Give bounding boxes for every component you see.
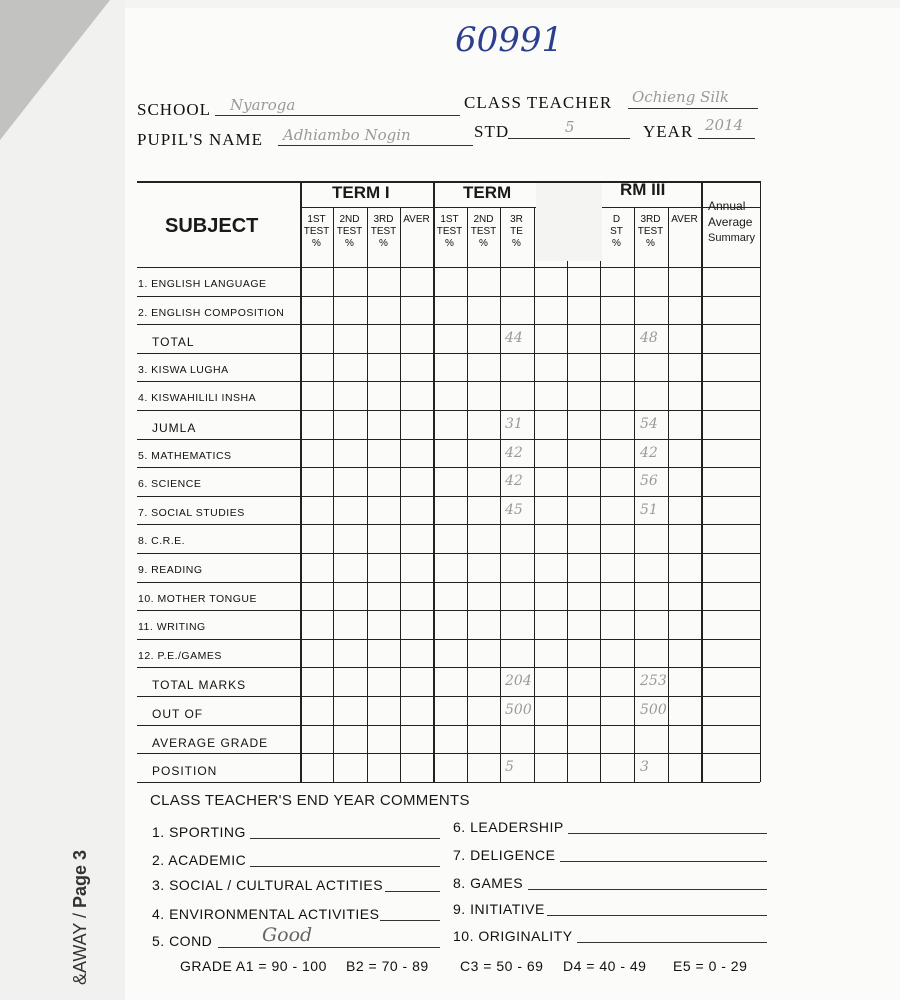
table-row-line — [137, 324, 760, 325]
comment-right-line — [547, 915, 767, 916]
class-teacher-label: CLASS TEACHER — [464, 93, 613, 112]
comment-left-label: 1. SPORTING — [152, 824, 246, 840]
table-column-line — [400, 207, 401, 782]
t3-col-header — [668, 214, 701, 226]
t1-col-header-line: TEST — [336, 226, 363, 237]
comment-left-label: 4. ENVIRONMENTAL ACTIVITIES — [152, 906, 380, 922]
subject-row-label: 4. KISWAHILILI INSHA — [138, 392, 257, 405]
pupil-name-label: PUPIL'S NAME — [137, 130, 264, 149]
comment-left-label: 3. SOCIAL / CULTURAL ACTITIES — [152, 877, 384, 893]
table-column-line — [367, 207, 368, 782]
t2-col-header-line: % — [479, 238, 488, 249]
school-underline — [215, 115, 460, 116]
subject-row-label: 10. MOTHER TONGUE — [138, 592, 257, 605]
comment-left-label: 5. COND — [152, 933, 213, 949]
year-underline — [698, 138, 755, 139]
cond-value: Good — [262, 924, 313, 946]
t1-col-header-line: 3RD — [373, 214, 394, 225]
comment-right-label: 10. ORIGINALITY — [453, 928, 573, 944]
table-column-line — [701, 181, 703, 782]
subject-row-label: 12. P.E./GAMES — [138, 649, 222, 662]
term3-3rd-test-value: 56 — [640, 473, 658, 490]
t1-col-header-line: 1ST — [307, 214, 326, 225]
table-column-line — [760, 181, 761, 782]
left-margin-strip — [0, 0, 125, 1000]
comment-right-line — [528, 889, 767, 890]
subject-row-label: 1. ENGLISH LANGUAGE — [138, 278, 267, 290]
table-row-line — [137, 467, 760, 468]
term3-3rd-test-value: 253 — [640, 673, 667, 690]
t1-col-header-line: % — [312, 238, 321, 249]
grade-e5: E5 = 0 - 29 — [673, 958, 748, 974]
t3-col-header-line: 3RD — [640, 214, 661, 225]
table-row-line — [137, 496, 760, 497]
term3-3rd-test-value: 42 — [640, 444, 658, 461]
table-row-line — [137, 524, 760, 525]
t1-col-header — [300, 214, 333, 250]
table-column-line — [433, 181, 435, 782]
comment-right-line — [568, 833, 767, 834]
t3-col-header — [634, 214, 667, 250]
t2-col-header-line: 3R — [510, 214, 523, 225]
annual-line-3: Summary — [708, 232, 756, 244]
term2-header: TERM — [463, 183, 512, 202]
table-row-line — [137, 267, 760, 268]
grade-b2: B2 = 70 - 89 — [346, 958, 429, 974]
comment-left-line — [250, 838, 440, 839]
subject-header: SUBJECT — [165, 215, 259, 237]
term2-3rd-test-value: 500 — [505, 702, 532, 718]
comment-left-line — [218, 947, 440, 948]
t1-col-header — [333, 214, 366, 250]
table-row-line — [137, 296, 760, 297]
term2-3rd-test-value: 42 — [505, 473, 523, 490]
std-value: 5 — [565, 118, 575, 136]
grade-c3: C3 = 50 - 69 — [460, 958, 544, 974]
std-label: STD — [474, 122, 510, 141]
t2-col-header-line: TEST — [470, 226, 497, 237]
term3-3rd-test-value: 51 — [640, 501, 658, 518]
table-column-line — [567, 181, 568, 782]
annual-line-2: Average — [708, 215, 753, 229]
subject-row-label: 6. SCIENCE — [138, 478, 202, 491]
grade-a1: GRADE A1 = 90 - 100 — [180, 958, 327, 974]
comment-left-label: 2. ACADEMIC — [152, 852, 247, 868]
term3-3rd-test-value: 500 — [640, 702, 667, 718]
comment-left-line — [380, 920, 440, 921]
comment-right-label: 8. GAMES — [453, 875, 524, 891]
subject-row-label: TOTAL MARKS — [152, 678, 247, 693]
table-column-line — [300, 181, 302, 782]
subject-row-label: AVERAGE GRADE — [152, 735, 269, 750]
class-teacher-value: Ochieng Silk — [632, 88, 730, 106]
term-subheader-line — [300, 207, 760, 208]
pupil-name-underline — [278, 145, 473, 146]
subject-row-label: 9. READING — [138, 564, 203, 576]
subject-row-label: 7. SOCIAL STUDIES — [138, 506, 245, 519]
comments-title: CLASS TEACHER'S END YEAR COMMENTS — [150, 792, 470, 809]
table-row-line — [137, 553, 760, 554]
term3-3rd-test-value: 54 — [640, 416, 658, 432]
table-column-line — [467, 207, 468, 782]
subject-row-label: TOTAL — [152, 335, 195, 350]
t3-col-header-line: % — [646, 238, 655, 249]
pupil-name-value: Adhiambo Nogin — [283, 126, 411, 144]
term2-3rd-test-value: 44 — [505, 330, 523, 347]
table-column-line — [600, 207, 601, 782]
subject-row-label: 11. WRITING — [138, 621, 206, 634]
t1-col-header-line: TEST — [370, 226, 397, 237]
comment-left-line — [250, 866, 440, 867]
table-row-line — [137, 610, 760, 611]
table-row-line — [137, 753, 760, 754]
t2-col-header-line: 1ST — [440, 214, 459, 225]
t1-col-header — [367, 214, 400, 250]
table-row-line — [137, 725, 760, 726]
table-row-line — [137, 381, 760, 382]
subject-row-label: 2. ENGLISH COMPOSITION — [138, 306, 285, 319]
term3-3rd-test-value: 48 — [640, 330, 658, 347]
t3-col-header-line: % — [612, 238, 621, 249]
table-row-line — [137, 353, 760, 354]
t2-col-header — [500, 214, 533, 250]
term3-3rd-test-value: 3 — [640, 759, 649, 776]
torn-gap — [536, 183, 602, 261]
t1-col-header-line: 2ND — [339, 214, 360, 225]
table-row-line — [137, 696, 760, 697]
t2-col-header — [467, 214, 500, 250]
subject-row-label: 3. KISWA LUGHA — [138, 363, 229, 376]
folded-corner — [0, 0, 110, 140]
t3-col-header-line: AVER — [671, 214, 698, 225]
t1-col-header-line: TEST — [303, 226, 330, 237]
annual-average-summary-header — [708, 198, 755, 246]
t3-col-header — [600, 214, 633, 250]
comment-right-label: 6. LEADERSHIP — [453, 819, 564, 835]
t2-col-header-line: TEST — [436, 226, 463, 237]
subject-row-label: POSITION — [152, 764, 218, 779]
std-underline — [508, 138, 630, 139]
t2-col-header-line: % — [512, 238, 521, 249]
term2-3rd-test-value: 42 — [505, 444, 523, 461]
annual-line-1: Annual — [708, 199, 746, 213]
t2-col-header — [433, 214, 466, 250]
t3-col-header-line: ST — [610, 226, 623, 237]
t3-col-header-line: TEST — [637, 226, 664, 237]
term2-3rd-test-value: 5 — [505, 759, 514, 776]
t1-col-header-line: % — [379, 238, 388, 249]
comment-right-label: 7. DELIGENCE — [453, 847, 556, 863]
table-row-line — [137, 439, 760, 440]
t1-col-header — [400, 214, 433, 226]
table-column-line — [333, 207, 334, 782]
term2-3rd-test-value: 204 — [505, 673, 532, 690]
t1-col-header-line: AVER — [403, 214, 430, 225]
table-top-border — [137, 181, 760, 183]
table-row-line — [137, 582, 760, 583]
school-label: SCHOOL — [137, 100, 212, 119]
comment-right-line — [560, 861, 767, 862]
t2-col-header-line: % — [445, 238, 454, 249]
class-teacher-underline — [628, 108, 758, 109]
subject-row-label: OUT OF — [152, 707, 204, 721]
table-row-line — [137, 639, 760, 640]
comment-right-label: 9. INITIATIVE — [453, 901, 545, 917]
table-row-line — [137, 410, 760, 411]
form-number: 60991 — [455, 20, 564, 60]
year-value: 2014 — [705, 116, 744, 134]
table-row-line — [137, 782, 760, 783]
side-page-label — [70, 850, 91, 985]
t2-col-header-line: 2ND — [473, 214, 494, 225]
comment-left-line — [385, 891, 440, 892]
side-text-a: &AWAY / — [70, 907, 90, 985]
subject-row-label: 5. MATHEMATICS — [138, 449, 232, 462]
term2-3rd-test-value: 45 — [505, 501, 523, 518]
table-column-line — [634, 207, 635, 782]
year-label: YEAR — [643, 122, 694, 141]
term2-3rd-test-value: 31 — [505, 416, 523, 432]
term1-header: TERM I — [332, 183, 390, 202]
side-text-b: Page 3 — [70, 849, 90, 908]
term3-header: RM III — [620, 180, 666, 199]
grade-d4: D4 = 40 - 49 — [563, 958, 647, 974]
subject-row-label: 8. C.R.E. — [138, 535, 186, 548]
table-column-line — [500, 207, 501, 782]
t1-col-header-line: % — [345, 238, 354, 249]
comment-right-line — [577, 942, 767, 943]
subject-row-label: JUMLA — [152, 421, 197, 435]
table-column-line — [668, 207, 669, 782]
table-column-line — [534, 207, 535, 782]
school-value: Nyaroga — [230, 96, 296, 114]
t3-col-header-line: D — [612, 214, 621, 225]
table-row-line — [137, 667, 760, 668]
t2-col-header-line: TE — [510, 226, 523, 237]
